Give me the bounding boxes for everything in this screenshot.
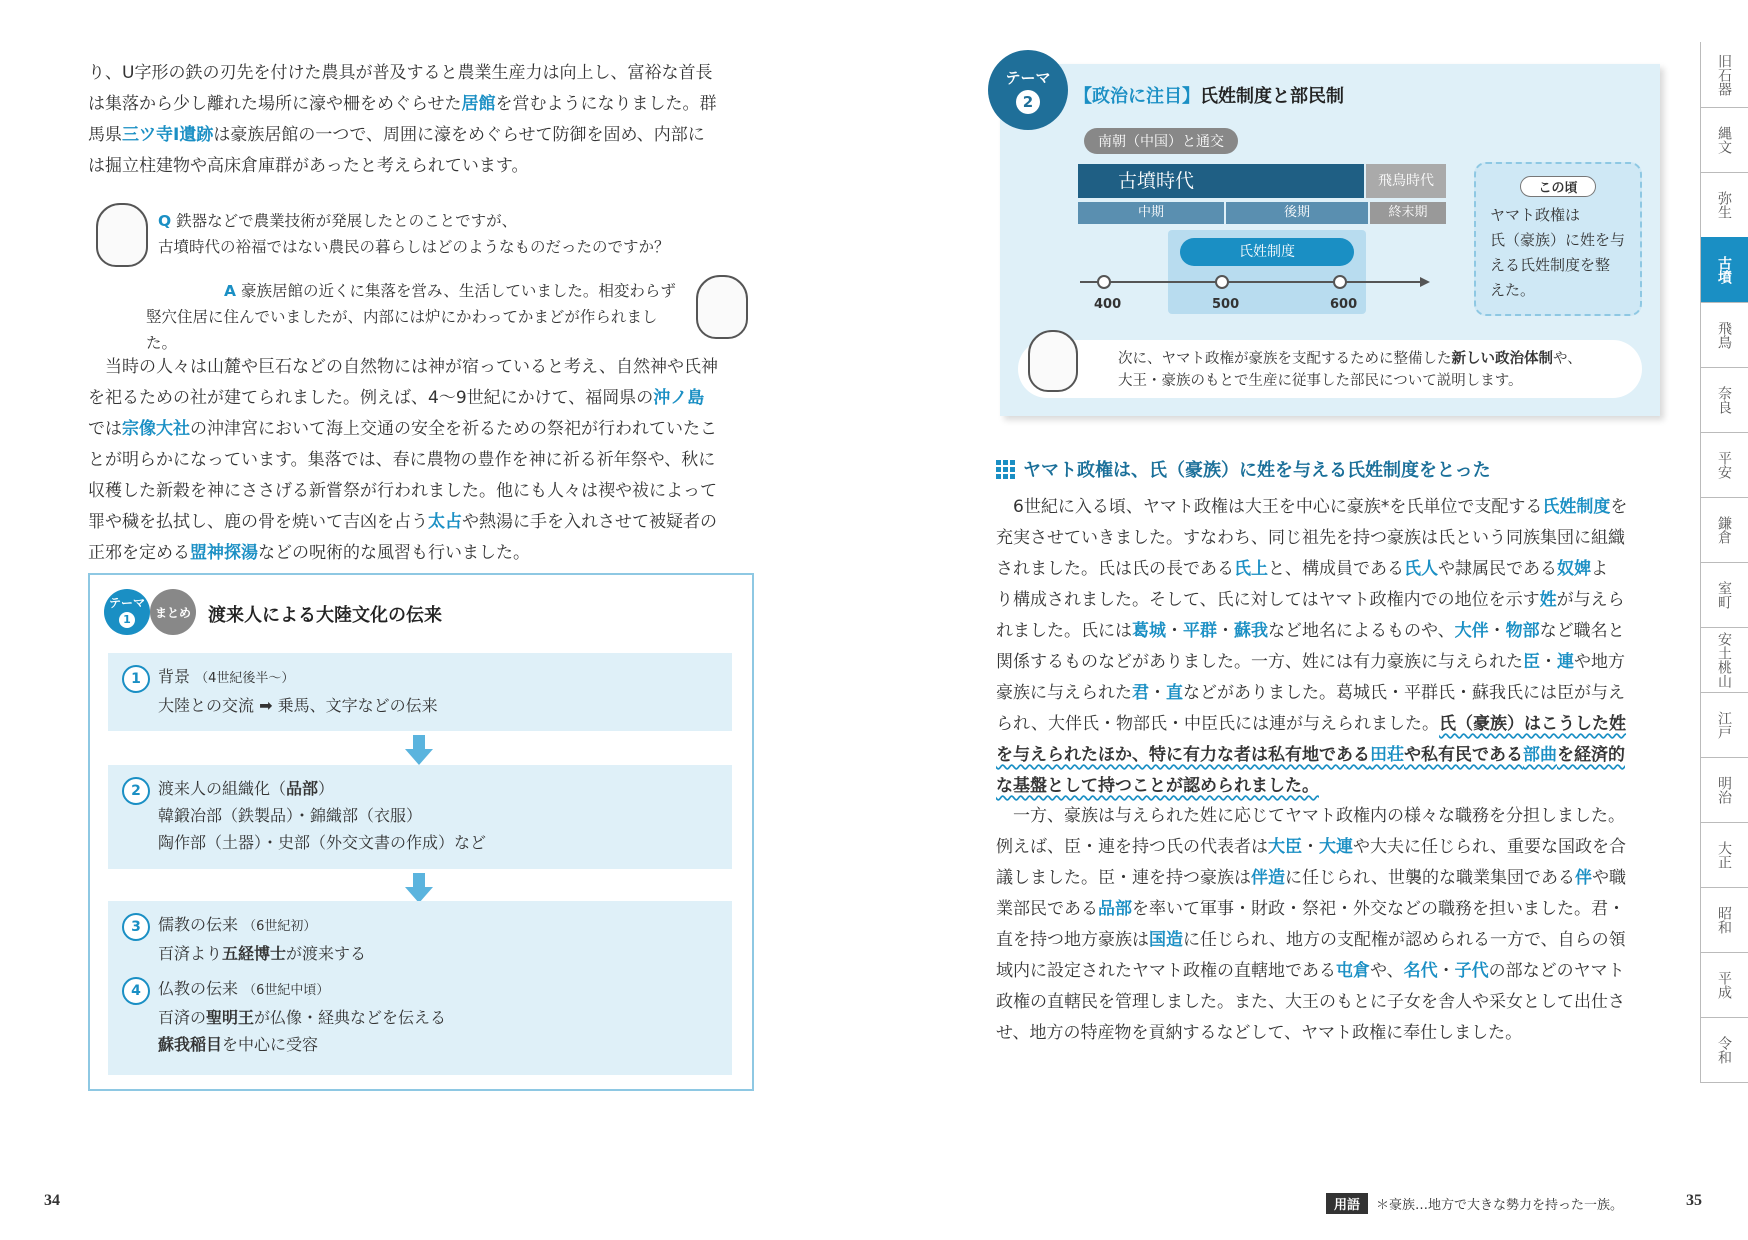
- speech-bubble: [1018, 340, 1642, 398]
- a-label: A: [224, 282, 236, 300]
- text-line: [996, 492, 1658, 523]
- key-term: 子代: [1454, 961, 1489, 981]
- emphasis: や私有民である: [1404, 745, 1523, 765]
- summary-item-group: [108, 901, 732, 1075]
- text-line: [996, 709, 1658, 740]
- sidebar-era-15[interactable]: 令和: [1700, 1017, 1748, 1083]
- item-text: 渡来人の組織化（品部） 韓鍛冶部（鉄製品）・錦織部（衣服） 陶作部（土器）・史部（外交文書の作成）など: [158, 779, 487, 852]
- text-run: 6世紀に入る頃、ヤマト政権は大王を中心に豪族*を氏単位で支配する: [1013, 497, 1543, 517]
- timeline-axis: [1070, 254, 1450, 324]
- text-run: の部などのヤマト: [1488, 961, 1625, 981]
- key-term: 連: [1557, 652, 1574, 672]
- text-line: [996, 585, 1658, 616]
- key-term: 物部: [1505, 621, 1540, 641]
- key-term: 氏人: [1404, 559, 1438, 579]
- question-block: [158, 208, 718, 260]
- item-number: 4: [122, 977, 150, 1005]
- key-term: 葛城: [1132, 621, 1166, 641]
- text-line: [996, 647, 1658, 678]
- text-line: [996, 771, 1658, 802]
- text-run: 業部民である: [996, 899, 1098, 919]
- question-line: 古墳時代の裕福ではない農民の暮らしはどのようなものだったのですか？: [158, 238, 670, 256]
- emphasis: を与えられたほか、特に有力な者は私有地である: [996, 745, 1370, 765]
- text-run: ・: [1302, 837, 1319, 857]
- text-line: [996, 801, 1658, 832]
- intro-line: は集落から少し離れた場所に濠や柵をめぐらせた居館を営むようになりました。群: [88, 94, 717, 114]
- text-run: 例えば、臣・連を持つ氏の代表者は: [996, 837, 1268, 857]
- sidebar-era-2[interactable]: 弥生: [1700, 172, 1748, 238]
- theme-badge: テーマ 1: [104, 589, 150, 635]
- item-text: 背景 （4世紀後半～） 大陸との交流 ➡ 乗馬、文字などの伝来: [158, 667, 438, 715]
- body-line: 当時の人々は山麓や巨石などの自然物には神が宿っていると考え、自然神や氏神: [105, 357, 719, 377]
- text-line: [996, 956, 1658, 987]
- theme-badge: テーマ 2: [988, 50, 1068, 130]
- period-asuka: 飛鳥時代: [1366, 164, 1446, 198]
- sidebar-era-6[interactable]: 平安: [1700, 432, 1748, 498]
- body-paragraph: [88, 352, 753, 569]
- footer-note: [1326, 1193, 1623, 1214]
- sidebar-era-3[interactable]: 古墳: [1700, 237, 1748, 303]
- text-run: されました。氏は氏の長である: [996, 559, 1234, 579]
- term-tag: 用語: [1326, 1193, 1368, 1214]
- text-run: よ: [1591, 559, 1608, 579]
- year-label: 600: [1330, 297, 1358, 312]
- text-line: [996, 925, 1658, 956]
- text-run: や隷属民である: [1438, 559, 1557, 579]
- sidebar-era-1[interactable]: 縄文: [1700, 107, 1748, 173]
- item-number: 2: [122, 777, 150, 805]
- text-run: 域内に設定されたヤマト政権の直轄地である: [996, 961, 1336, 981]
- key-term: 大臣: [1268, 837, 1302, 857]
- text-line: [996, 987, 1658, 1018]
- sub-period: 後期: [1226, 202, 1368, 224]
- sidebar-era-14[interactable]: 平成: [1700, 952, 1748, 1018]
- key-term: 奴婢: [1557, 559, 1591, 579]
- text-run: 議しました。臣・連を持つ豪族は: [996, 868, 1251, 888]
- text-run: や地方: [1574, 652, 1625, 672]
- item-number: 1: [122, 665, 150, 693]
- key-term: 君: [1132, 683, 1149, 703]
- text-run: を率いて軍事・財政・祭祀・外交などの職務を担いました。君・: [1132, 899, 1625, 919]
- text-run: 関係するものなどがありました。一方、姓には有力豪族に与えられた: [996, 652, 1523, 672]
- text-line: [996, 523, 1658, 554]
- text-run: 充実させていきました。すなわち、同じ祖先を持つ豪族は氏という同族集団に組織: [996, 528, 1625, 548]
- key-term: 蘇我: [1234, 621, 1268, 641]
- key-term: 田荘: [1370, 745, 1404, 765]
- year-label: 400: [1094, 297, 1122, 312]
- emphasis: を経済的: [1557, 745, 1625, 765]
- text-run: と、構成員である: [1268, 559, 1404, 579]
- note-box: [1474, 162, 1642, 316]
- text-line: [996, 894, 1658, 925]
- summary-item: [108, 765, 732, 869]
- text-run: 豪族に与えられた: [996, 683, 1132, 703]
- key-term: 国造: [1149, 930, 1183, 950]
- text-run: や、: [1370, 961, 1404, 981]
- text-run: 政権の直轄民を管理しました。また、大王のもとに子女を舎人や采女として出仕さ: [996, 992, 1625, 1012]
- body-line: 罪や穢を払拭し、鹿の骨を焼いて吉凶を占う太占や熱湯に手を入れさせて被疑者の: [88, 512, 717, 532]
- answer-line: 竪穴住居に住んでいましたが、内部には炉にかわってかまどが作られました。: [146, 308, 658, 352]
- key-term: 平群: [1183, 621, 1217, 641]
- period-kofun: 古墳時代: [1078, 164, 1364, 198]
- intro-line: 馬県三ツ寺Ⅰ遺跡は豪族居館の一つで、周囲に濠をめぐらせて防御を固め、内部に: [88, 125, 705, 145]
- sidebar-era-10[interactable]: 江戸: [1700, 692, 1748, 758]
- text-run: など地名によるものや、: [1268, 621, 1455, 641]
- text-run: り構成されました。そして、氏に対してはヤマト政権内での地位を示す: [996, 590, 1540, 610]
- grid-icon: [996, 460, 1015, 479]
- teacher-avatar: [696, 275, 748, 339]
- text-run: が与えら: [1556, 590, 1625, 610]
- item-text: 仏教の伝来 （6世紀中頃） 百済の聖明王が仏像・経典などを伝える 蘇我稲目を中心に受容: [158, 979, 447, 1054]
- intro-line: は掘立柱建物や高床倉庫群があったと考えられています。: [88, 156, 529, 176]
- text-run: など職名と: [1539, 621, 1625, 641]
- summary-box: [88, 573, 754, 1091]
- body-line: 正邪を定める盟神探湯などの呪術的な風習も行いました。: [88, 543, 530, 563]
- key-term: 大連: [1319, 837, 1353, 857]
- body-line: 収穫した新穀を神にささげる新嘗祭が行われました。他にも人々は禊や祓によって: [88, 481, 717, 501]
- intro-line: り、U字形の鉄の刃先を付けた農具が普及すると農業生産力は向上し、富裕な首長: [88, 63, 713, 83]
- key-term: 直: [1166, 683, 1183, 703]
- text-run: られ、大伴氏・物部氏・中臣氏には連が与えられました。: [996, 714, 1440, 734]
- text-run: や大夫に任じられ、重要な国政を合: [1353, 837, 1627, 857]
- theme-heading: 【政治に注目】氏姓制度と部民制: [1074, 86, 1344, 107]
- sub-periods: [1078, 202, 1446, 224]
- text-run: ・: [1217, 621, 1234, 641]
- note-text: ヤマト政権は 氏（豪族）に姓を与 える氏姓制度を整 えた。: [1490, 206, 1626, 299]
- text-run: に任じられ、世襲的な職業集団である: [1285, 868, 1576, 888]
- text-run: に任じられ、地方の支配権が認められる一方で、自らの領: [1183, 930, 1626, 950]
- text-run: ・: [1488, 621, 1506, 641]
- text-line: [996, 863, 1658, 894]
- sidebar-era-12[interactable]: 大正: [1700, 822, 1748, 888]
- key-term: 屯倉: [1336, 961, 1370, 981]
- sub-period: 中期: [1078, 202, 1224, 224]
- page-number-right: 35: [1686, 1192, 1702, 1209]
- item-text: 儒教の伝来 （6世紀初） 百済より五経博士が渡来する: [158, 915, 367, 963]
- summary-title: 渡来人による大陸文化の伝来: [208, 605, 442, 626]
- intro-paragraph: [88, 58, 753, 182]
- emphasis: な基盤として持つことが認められました。: [996, 776, 1319, 796]
- sidebar-divider: [1700, 42, 1701, 1082]
- text-line: [996, 554, 1658, 585]
- answer-block: [146, 278, 686, 356]
- theme-panel: [1000, 64, 1660, 416]
- page-number-left: 34: [44, 1192, 60, 1209]
- text-line: [996, 1018, 1658, 1049]
- summary-item: [108, 653, 732, 731]
- teacher-avatar: [1028, 330, 1078, 392]
- sidebar-era-11[interactable]: 明治: [1700, 757, 1748, 823]
- body-line: では宗像大社の沖津宮において海上交通の安全を祈るための祭祀が行われていたこ: [88, 419, 717, 439]
- body-line: とが明らかになっています。集落では、春に農物の豊作を神に祈る祈年祭や、秋に: [88, 450, 716, 470]
- key-term: 大伴: [1454, 621, 1489, 641]
- text-line: [996, 616, 1658, 647]
- sidebar-era-9[interactable]: 安土桃山: [1700, 627, 1748, 693]
- text-run: 一方、豪族は与えられた姓に応じてヤマト政権内の様々な職務を分担しました。: [1013, 806, 1625, 826]
- text-run: 直を持つ地方豪族は: [996, 930, 1149, 950]
- text-run: ・: [1437, 961, 1455, 981]
- emphasis: 氏（豪族）はこうした姓: [1439, 714, 1627, 734]
- sidebar-era-8[interactable]: 室町: [1700, 562, 1748, 628]
- text-run: せ、地方の特産物を貢納するなどして、ヤマト政権に奉仕しました。: [996, 1023, 1523, 1043]
- sidebar-era-5[interactable]: 奈良: [1700, 367, 1748, 433]
- speech-text: 次に、ヤマト政権が豪族を支配するために整備した新しい政治体制や、 大王・豪族のもとで生産に従事した部民について説明します。: [1118, 351, 1582, 389]
- text-run: ・: [1149, 683, 1166, 703]
- text-line: [996, 832, 1658, 863]
- system-label: 氏姓制度: [1180, 238, 1354, 266]
- text-run: ・: [1166, 621, 1183, 641]
- key-term: 氏姓制度: [1542, 497, 1611, 517]
- key-term: 臣: [1523, 652, 1540, 672]
- era-label: 南朝（中国）と通交: [1084, 128, 1238, 154]
- text-run: ・: [1540, 652, 1557, 672]
- sidebar-era-4[interactable]: 飛鳥: [1700, 302, 1748, 368]
- key-term: 品部: [1098, 899, 1132, 919]
- key-term: 氏上: [1234, 559, 1268, 579]
- text-run: や職: [1592, 868, 1627, 888]
- student-avatar: [96, 203, 148, 267]
- section-title: ヤマト政権は、氏（豪族）に姓を与える氏姓制度をとった: [996, 456, 1491, 482]
- key-term: 部曲: [1523, 745, 1557, 765]
- question-line: 鉄器などで農業技術が発展したとのことですが、: [176, 212, 518, 230]
- sidebar-era-0[interactable]: 旧石器: [1700, 42, 1748, 108]
- text-line: [996, 678, 1658, 709]
- q-label: Q: [158, 212, 172, 230]
- note-title: この頃: [1520, 176, 1596, 197]
- body-line: を祀るための社が建てられました。例えば、4～9世紀にかけて、福岡県の沖ノ島: [88, 388, 705, 408]
- right-paragraph-1: [996, 492, 1658, 802]
- sidebar-era-13[interactable]: 昭和: [1700, 887, 1748, 953]
- down-arrow: [405, 873, 433, 903]
- key-term: 名代: [1403, 961, 1438, 981]
- down-arrow: [405, 735, 433, 765]
- answer-line: 豪族居館の近くに集落を営み、生活していました。相変わらず: [240, 282, 676, 300]
- footer-text: ＊豪族…地方で大きな勢力を持った一族。: [1376, 1198, 1624, 1213]
- sidebar-era-7[interactable]: 鎌倉: [1700, 497, 1748, 563]
- text-run: れました。氏には: [996, 621, 1132, 641]
- text-run: を: [1610, 497, 1628, 517]
- matome-badge: まとめ: [150, 589, 196, 635]
- key-term: 伴造: [1251, 868, 1285, 888]
- text-run: などがありました。葛城氏・平群氏・蘇我氏には臣が与え: [1183, 683, 1625, 703]
- right-paragraph-2: [996, 801, 1658, 1049]
- year-label: 500: [1212, 297, 1240, 312]
- sub-period: 終末期: [1370, 202, 1446, 224]
- item-number: 3: [122, 913, 150, 941]
- key-term: 姓: [1539, 590, 1557, 610]
- key-term: 伴: [1575, 868, 1593, 888]
- text-line: [996, 740, 1658, 771]
